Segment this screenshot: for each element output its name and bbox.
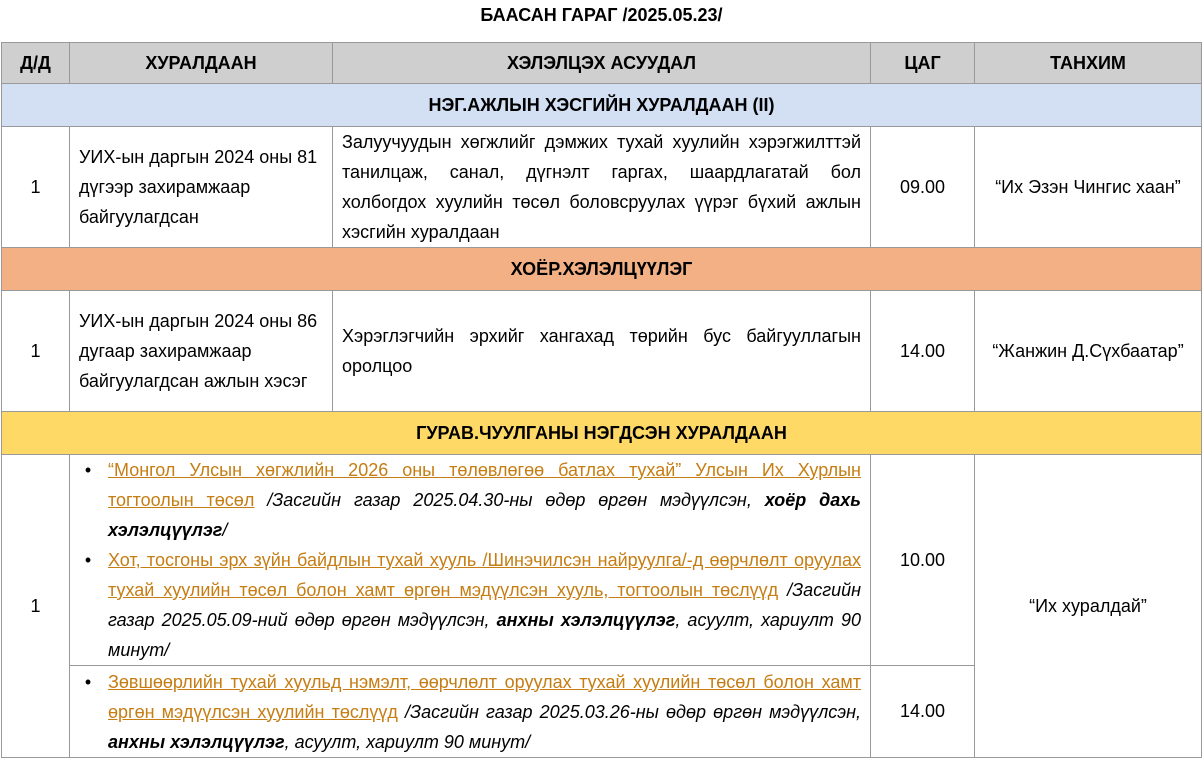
bill-link[interactable]: Зөвшөөрлийн тухай хуульд нэмэлт, өөрчлөлт оруулах тухай хуулийн төсөл болон хамт өргөн мэдүүлсэн хуулийн төслүүд	[108, 671, 861, 722]
meeting-cell: УИХ-ын даргын 2024 оны 86 дугаар захирамжаар байгуулагдсан ажлын хэсэг	[70, 291, 333, 412]
agenda-list	[84, 667, 861, 757]
schedule-table	[1, 42, 1202, 758]
time-cell: 14.00	[871, 291, 975, 412]
bill-link[interactable]: “Монгол Улсын хөгжлийн 2026 оны төлөвлөгөө батлах тухай” Улсын Их Хурлын тогтоолын төсөл	[108, 460, 861, 510]
agenda-items	[70, 455, 871, 666]
hall-cell: “Их хуралдай”	[975, 455, 1202, 758]
item-tail: , асуулт, хариулт 90 минут/	[284, 731, 531, 752]
header-topic: ХЭЛЭЛЦЭХ АСУУДАЛ	[333, 43, 871, 84]
item-tail: , асуулт, хариулт 90 минут/	[108, 610, 861, 660]
page-title: БААСАН ГАРАГ /2025.05.23/	[480, 5, 723, 25]
header-meeting: ХУРАЛДААН	[70, 43, 333, 84]
hall-cell: “Жанжин Д.Сүхбаатар”	[975, 291, 1202, 412]
topic-cell: Залуучуудын хөгжлийг дэмжих тухай хуулийн хэрэгжилттэй танилцаж, санал, дүгнэлт гаргах, шаардлагатай бол холбогдох хуулийн төсөл боловсруулах үүрэг бүхий ажлын хэсгийн хуралдаан	[333, 127, 871, 248]
header-time: ЦАГ	[871, 43, 975, 84]
bullet-icon: •	[84, 460, 92, 480]
section-title-2: ХОЁР.ХЭЛЭЛЦҮҮЛЭГ	[2, 248, 1202, 291]
item-stage: хоёр дахь хэлэлцүүлэг	[108, 490, 861, 540]
item-stage: анхны хэлэлцүүлэг	[496, 610, 676, 630]
item-note: /Засгийн газар 2025.03.26-ны өдөр өргөн мэдүүлсэн,	[397, 701, 861, 722]
agenda-list	[84, 455, 861, 665]
bullet-icon: •	[84, 671, 92, 692]
table-row	[2, 455, 1202, 666]
section-title-1: НЭГ.АЖЛЫН ХЭСГИЙН ХУРАЛДААН (II)	[2, 84, 1202, 127]
item-note: /Засгийн газар 2025.04.30-ны өдөр өргөн мэдүүлсэн,	[254, 490, 765, 510]
time-cell: 14.00	[871, 666, 975, 758]
bill-link[interactable]: Хот, тосгоны эрх зүйн байдлын тухай хууль /Шинэчилсэн найруулга/-д өөрчлөлт оруулах тухай хуулийн төсөл болон хамт өргөн мэдүүлсэн хууль, тогтоолын төслүүд	[108, 550, 861, 600]
list-item	[84, 545, 861, 665]
section-row	[2, 84, 1202, 127]
section-title-3: ГУРАВ.ЧУУЛГАНЫ НЭГДСЭН ХУРАЛДААН	[2, 412, 1202, 455]
table-row	[2, 291, 1202, 412]
row-number: 1	[2, 455, 70, 758]
topic-cell: Хэрэглэгчийн эрхийг хангахад төрийн бус байгууллагын оролцоо	[333, 291, 871, 412]
row-number: 1	[2, 127, 70, 248]
time-cell: 10.00	[871, 455, 975, 666]
row-number: 1	[2, 291, 70, 412]
header-hall: ТАНХИМ	[975, 43, 1202, 84]
table-row	[2, 127, 1202, 248]
list-item	[84, 667, 861, 757]
section-row	[2, 412, 1202, 455]
list-item	[84, 455, 861, 545]
item-stage: анхны хэлэлцүүлэг	[108, 731, 285, 752]
agenda-items	[70, 666, 871, 758]
header-row	[2, 43, 1202, 84]
header-num: Д/Д	[2, 43, 70, 84]
bullet-icon: •	[84, 550, 92, 570]
time-cell: 09.00	[871, 127, 975, 248]
meeting-cell: УИХ-ын даргын 2024 оны 81 дүгээр захирамжаар байгуулагдсан	[70, 127, 333, 248]
hall-cell: “Их Эзэн Чингис хаан”	[975, 127, 1202, 248]
item-tail: /	[222, 520, 228, 540]
item-note: /Засгийн газар 2025.05.09-ний өдөр өргөн мэдүүлсэн,	[108, 580, 861, 630]
section-row	[2, 248, 1202, 291]
